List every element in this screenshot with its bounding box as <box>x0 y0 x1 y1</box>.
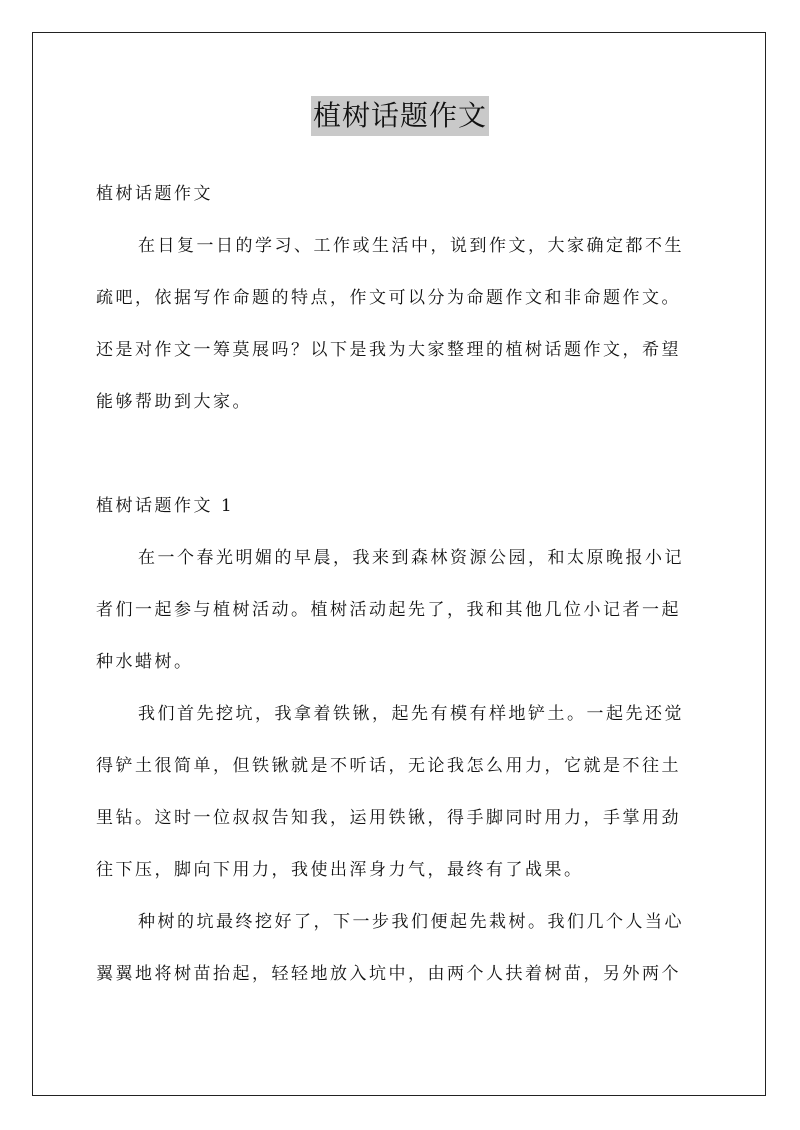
intro-line: 能够帮助到大家。 <box>96 392 252 412</box>
paragraph-line: 得铲土很简单，但铁锹就是不听话，无论我怎么用力，它就是不往土 <box>96 756 681 776</box>
paragraph-line: 种水蜡树。 <box>96 652 194 672</box>
paragraph-line: 者们一起参与植树活动。植树活动起先了，我和其他几位小记者一起 <box>96 600 681 620</box>
intro-line: 疏吧，依据写作命题的特点，作文可以分为命题作文和非命题作文。 <box>96 288 681 308</box>
subheading: 植树话题作文 <box>96 184 213 204</box>
document-body <box>96 168 706 1000</box>
document-title-block <box>0 96 800 136</box>
section-heading: 植树话题作文 1 <box>96 496 235 516</box>
paragraph-line: 里钻。这时一位叔叔告知我，运用铁锹，得手脚同时用力，手掌用劲 <box>96 808 681 828</box>
document-title: 植树话题作文 <box>311 96 489 136</box>
intro-line: 在日复一日的学习、工作或生活中，说到作文，大家确定都不生 <box>138 236 684 256</box>
intro-line: 还是对作文一筹莫展吗？以下是我为大家整理的植树话题作文，希望 <box>96 340 681 360</box>
paragraph-line: 在一个春光明媚的早晨，我来到森林资源公园，和太原晚报小记 <box>138 548 684 568</box>
paragraph-line: 往下压，脚向下用力，我使出浑身力气，最终有了战果。 <box>96 860 584 880</box>
paragraph-line: 我们首先挖坑，我拿着铁锹，起先有模有样地铲土。一起先还觉 <box>138 704 684 724</box>
paragraph-gap <box>96 428 706 480</box>
paragraph-line: 翼翼地将树苗抬起，轻轻地放入坑中，由两个人扶着树苗，另外两个 <box>96 964 681 984</box>
paragraph-line: 种树的坑最终挖好了，下一步我们便起先栽树。我们几个人当心 <box>138 912 684 932</box>
